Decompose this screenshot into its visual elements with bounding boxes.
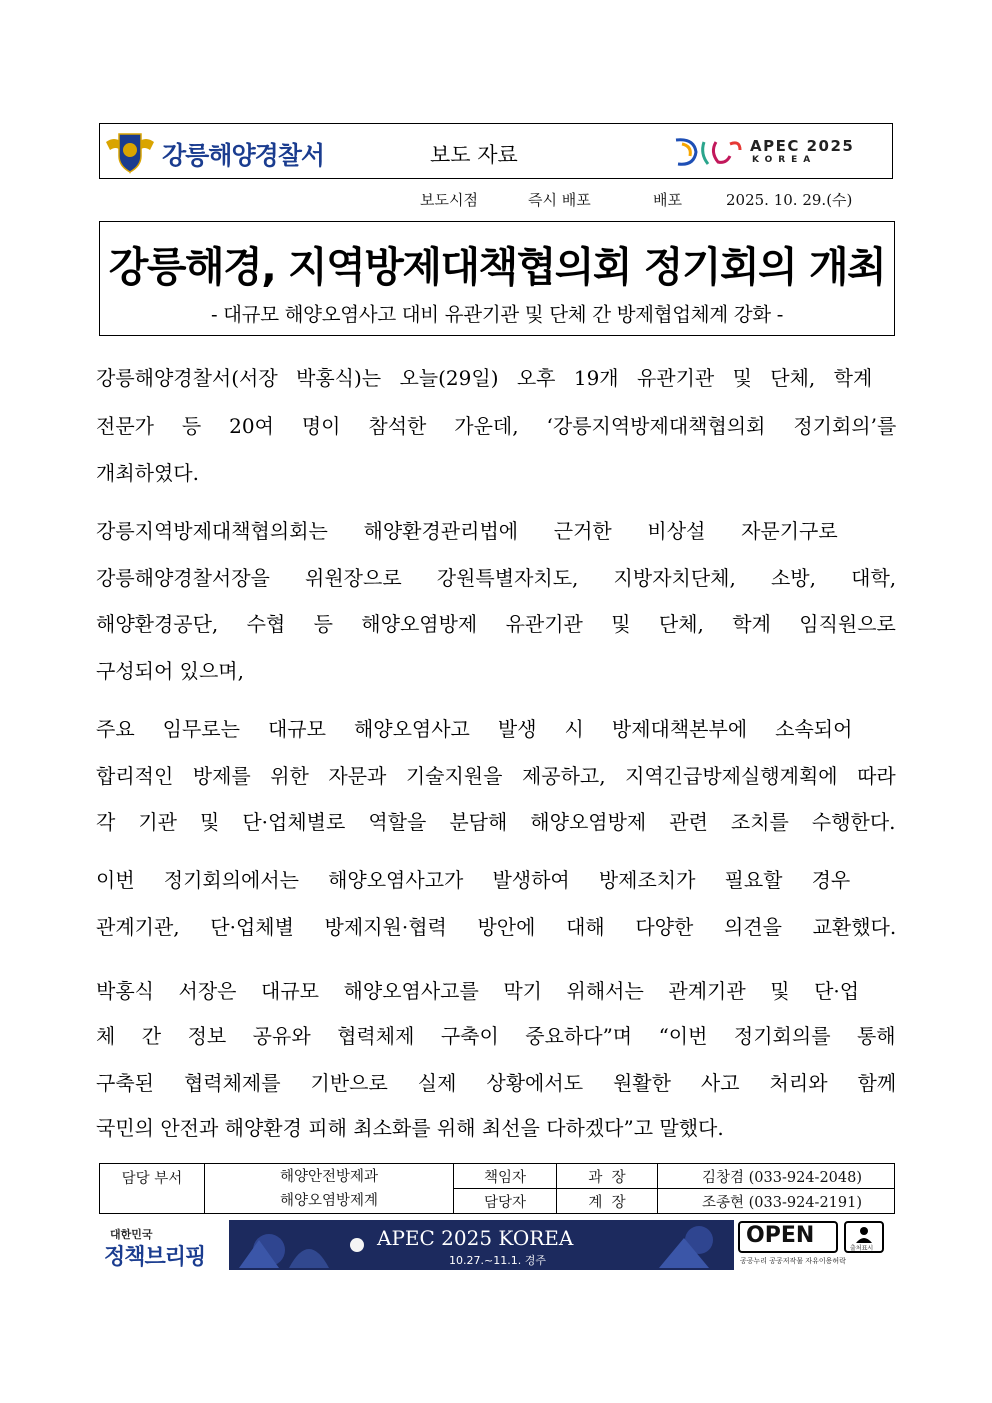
paragraph-2-line-2: 강릉해양경찰서장을 위원장으로 강원특별자치도, 지방자치단체, 소방, 대학, (96, 566, 897, 590)
role-title-1: 과 장 (557, 1164, 658, 1189)
dept-cell (205, 1164, 454, 1214)
title-box (99, 221, 895, 336)
dept-label: 담당 부서 (100, 1164, 205, 1214)
dept-name-2: 해양오염방제계 (279, 1192, 379, 1209)
role-person-1: 김창겸 (033-924-2048) (658, 1164, 895, 1189)
open-license-badge[interactable] (738, 1221, 888, 1267)
policy-briefing-small: 대한민국 (110, 1228, 153, 1241)
paragraph-2-line-1: 강릉지역방제대책협의회는 해양환경관리법에 근거한 비상설 자문기구로 (96, 519, 838, 543)
doc-type: 보도 자료 (430, 143, 518, 167)
role-title-2: 계 장 (557, 1189, 658, 1214)
page-subtitle: - 대규모 해양오염사고 대비 유관기관 및 단체 간 방제협업체계 강화 - (210, 303, 784, 326)
release-value: 즉시 배포 (528, 191, 591, 209)
open-license-text: 공공누리 공공저작물 자유이용허락 (740, 1257, 846, 1265)
role-label-1: 책임자 (454, 1164, 557, 1189)
paragraph-3-line-3: 각 기관 및 단·업체별로 역할을 분담해 해양오염방제 관련 조치를 수행한다. (96, 810, 896, 834)
paragraph-1-line-1: 강릉해양경찰서(서장 박홍식)는 오늘(29일) 오후 19개 유관기관 및 단체, 학계 (96, 366, 873, 390)
attribution-icon (844, 1221, 884, 1253)
paragraph-5-line-3: 구축된 협력체제를 기반으로 실제 상황에서도 원활한 사고 처리와 함께 (96, 1071, 897, 1095)
page-title: 강릉해경, 지역방제대책협의회 정기회의 개최 (108, 243, 886, 291)
banner-title: APEC 2025 KOREA (377, 1226, 574, 1250)
dept-name-1: 해양안전방제과 (279, 1168, 379, 1185)
banner-dates: 10.27.~11.1. 경주 (449, 1254, 546, 1267)
distribution-label: 배포 (653, 191, 682, 209)
apec-title: APEC 2025 (750, 137, 855, 155)
paragraph-5-line-4: 국민의 안전과 해양환경 피해 최소화를 위해 최선을 다하겠다”고 말했다. (96, 1116, 724, 1140)
paragraph-5-line-2: 체 간 정보 공유와 협력체제 구축이 중요하다”며 “이번 정기회의를 통해 (96, 1024, 896, 1048)
apec-banner[interactable] (229, 1220, 734, 1270)
policy-briefing-logo[interactable]: 정책브리핑 (104, 1245, 206, 1270)
header-box (99, 123, 893, 179)
paragraph-4-line-2: 관계기관, 단·업체별 방제지원·협력 방안에 대해 다양한 의견을 교환했다. (96, 915, 897, 939)
org-name: 강릉해양경찰서 (162, 141, 325, 170)
paragraph-1-line-3: 개최하였다. (96, 461, 199, 485)
paragraph-1-line-2: 전문가 등 20여 명이 참석한 가운데, ‘강릉지역방제대책협의회 정기회의’를 (96, 414, 897, 438)
paragraph-3-line-1: 주요 임무로는 대규모 해양오염사고 발생 시 방제대책본부에 소속되어 (96, 717, 853, 741)
attribution-badge-text: 출처표시 (850, 1245, 874, 1252)
role-person-2: 조종현 (033-924-2191) (658, 1189, 895, 1214)
paragraph-2-line-4: 구성되어 있으며, (96, 659, 244, 683)
paragraph-2-line-3: 해양환경공단, 수협 등 해양오염방제 유관기관 및 단체, 학계 임직원으로 (96, 612, 896, 636)
paragraph-4-line-1: 이번 정기회의에서는 해양오염사고가 발생하여 방제조치가 필요할 경우 (96, 868, 851, 892)
release-date: 2025. 10. 29.(수) (726, 191, 853, 209)
open-label: OPEN (746, 1223, 815, 1248)
paragraph-5-line-1: 박홍식 서장은 대규모 해양오염사고를 막기 위해서는 관계기관 및 단·업 (96, 979, 860, 1003)
coast-guard-emblem-icon (104, 128, 156, 176)
apec-subtitle: KOREA (752, 155, 817, 165)
contact-table (99, 1163, 895, 1214)
paragraph-3-line-2: 합리적인 방제를 위한 자문과 기술지원을 제공하고, 지역긴급방제실행계획에 따라 (96, 764, 896, 788)
release-label: 보도시점 (420, 191, 478, 209)
role-label-2: 담당자 (454, 1189, 557, 1214)
